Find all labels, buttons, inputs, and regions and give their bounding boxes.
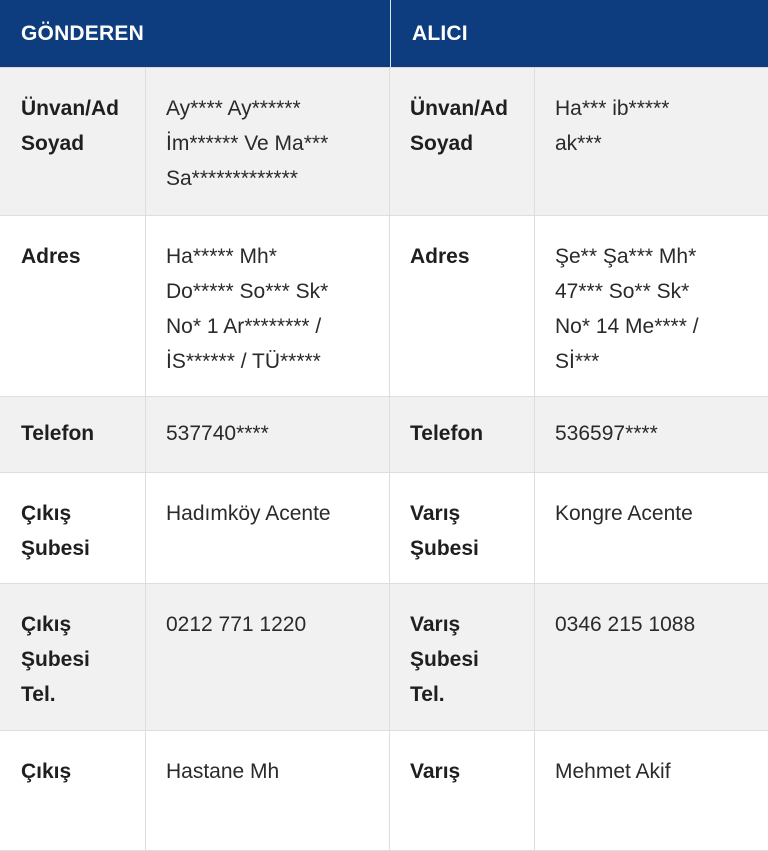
branch-address-row xyxy=(0,731,768,851)
arrival-branch-label: Varış Şubesi xyxy=(390,473,535,583)
receiver-address-label: Adres xyxy=(390,216,535,396)
departure-branch-value: Hadımköy Acente xyxy=(146,473,390,583)
arrival-branch-value: Kongre Acente xyxy=(555,502,693,525)
receiver-name-value: Ha*** ib***** ak*** xyxy=(555,97,670,155)
receiver-phone-value: 536597**** xyxy=(555,422,658,445)
receiver-phone-label: Telefon xyxy=(390,397,535,472)
arrival-branch-address-label: Varış xyxy=(390,731,535,850)
table-header xyxy=(0,0,768,68)
sender-address-label: Adres xyxy=(0,216,146,396)
departure-branch-phone-value: 0212 771 1220 xyxy=(146,584,390,730)
departure-branch-address-value: Hastane Mh xyxy=(146,731,390,850)
sender-name-label: Ünvan/Ad Soyad xyxy=(0,68,146,215)
departure-branch-phone-label: Çıkış Şubesi Tel. xyxy=(0,584,146,730)
arrival-branch-phone-value: 0346 215 1088 xyxy=(555,613,696,636)
branch-phone-row xyxy=(0,584,768,731)
branch-row xyxy=(0,473,768,584)
receiver-header: ALICI xyxy=(390,0,768,67)
sender-phone-label: Telefon xyxy=(0,397,146,472)
receiver-name-label: Ünvan/Ad Soyad xyxy=(390,68,535,215)
sender-address-value: Ha***** Mh* Do***** So*** Sk* No* 1 Ar******** / İS****** / TÜ***** xyxy=(146,216,390,396)
sender-name-value: Ay**** Ay****** İm****** Ve Ma*** Sa************* xyxy=(146,68,390,215)
name-row xyxy=(0,68,768,216)
arrival-branch-phone-label: Varış Şubesi Tel. xyxy=(390,584,535,730)
departure-branch-label: Çıkış Şubesi xyxy=(0,473,146,583)
phone-row xyxy=(0,397,768,473)
sender-phone-value: 537740**** xyxy=(146,397,390,472)
departure-branch-address-label: Çıkış xyxy=(0,731,146,850)
address-row xyxy=(0,216,768,397)
receiver-address-value: Şe** Şa*** Mh* 47*** So** Sk* No* 14 Me**** / Sİ*** xyxy=(555,245,699,373)
arrival-branch-address-value: Mehmet Akif xyxy=(555,760,671,783)
sender-header: GÖNDEREN xyxy=(21,21,144,45)
